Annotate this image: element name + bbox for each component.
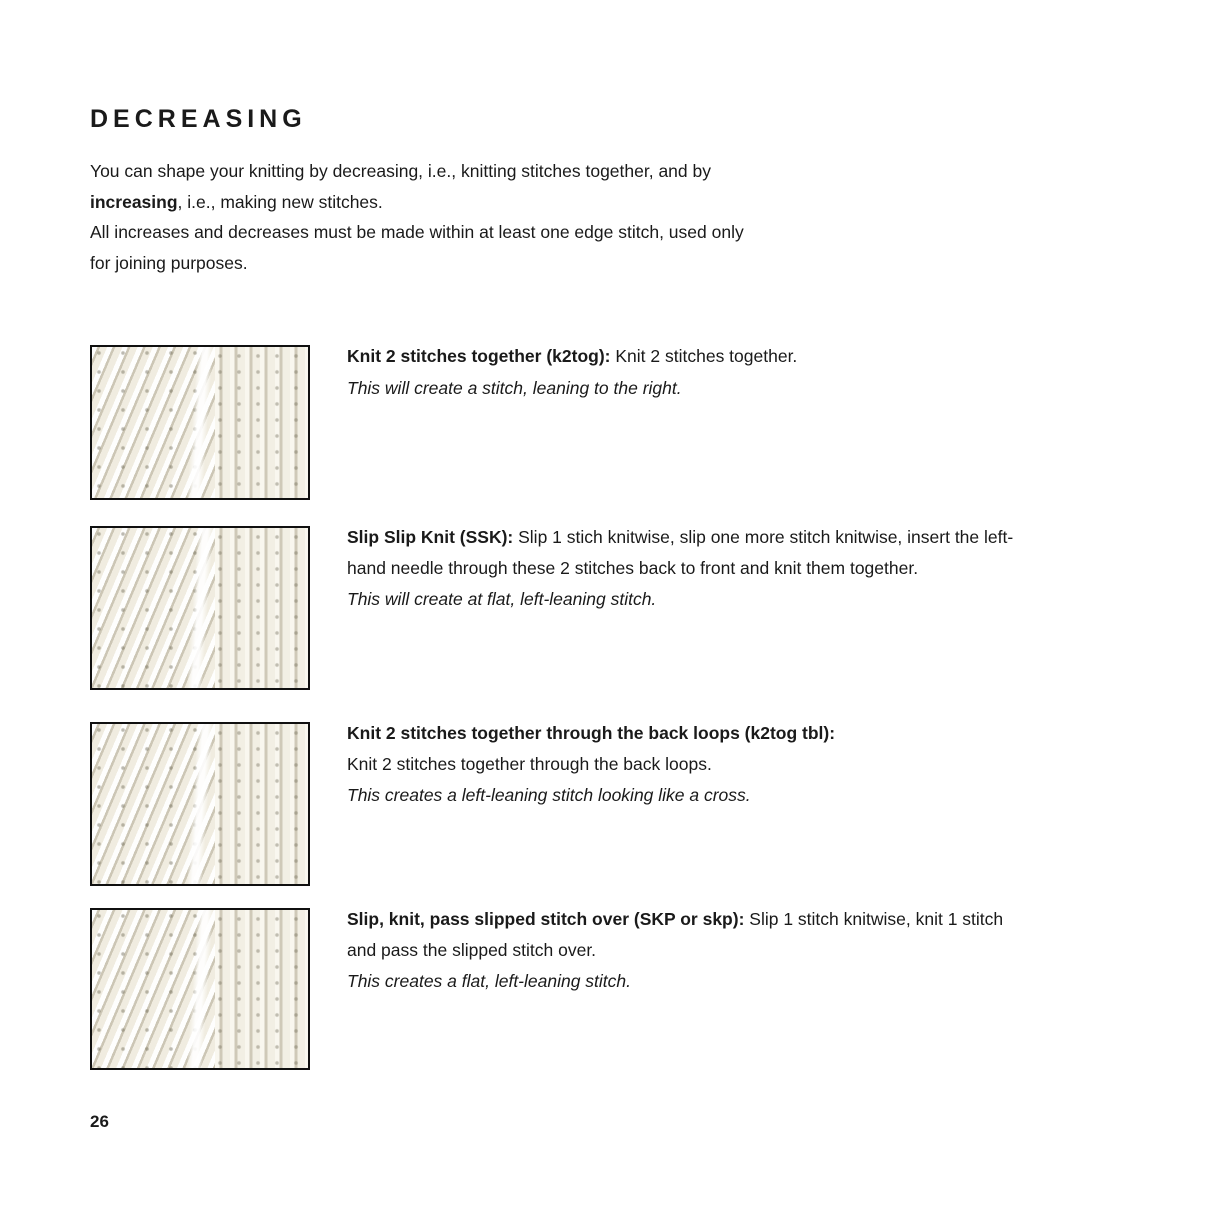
knit-swatch-image <box>90 722 310 886</box>
entry-description <box>347 904 1029 965</box>
entry-description <box>347 718 1029 779</box>
entry-text <box>347 522 1029 615</box>
intro-bold-increasing: increasing <box>90 191 178 212</box>
swatch-rib-texture <box>215 910 308 1068</box>
swatch-rib-texture <box>215 724 308 884</box>
swatch-rib-texture <box>215 347 308 498</box>
entry-description <box>347 522 1029 583</box>
entry-title: Slip Slip Knit (SSK): <box>347 527 514 547</box>
intro-line-1: You can shape your knitting by decreasing, i.e., knitting stitches together, and by <box>90 161 711 181</box>
page-number: 26 <box>90 1112 109 1131</box>
swatch-rib-texture <box>215 528 308 688</box>
intro-line-2-rest: , i.e., making new stitches. <box>177 191 383 212</box>
entry-note: This will create at flat, left-leaning stitch. <box>347 589 657 609</box>
intro-line-4: for joining purposes. <box>90 252 248 273</box>
intro-line-2 <box>90 187 870 218</box>
entry-description <box>347 341 1029 372</box>
entry-title: Slip, knit, pass slipped stitch over (SKP or skp): <box>347 909 745 929</box>
knit-swatch-image <box>90 345 310 500</box>
stitch-entry-skp <box>90 908 1029 1070</box>
entry-desc: Knit 2 stitches together through the back loops. <box>347 753 712 774</box>
page-title: DECREASING <box>90 104 307 133</box>
entry-note: This creates a left-leaning stitch looking like a cross. <box>347 785 751 805</box>
entry-desc: Slip 1 stitch knitwise, knit 1 stitch and pass the slipped stitch over. <box>347 909 1004 960</box>
stitch-entry-ssk <box>90 526 1029 690</box>
entry-title: Knit 2 stitches together (k2tog): <box>347 346 611 366</box>
entry-desc: Slip 1 stich knitwise, slip one more stitch knitwise, insert the left-hand needle through these 2 stitches back to front and knit them together. <box>347 527 1014 578</box>
entry-note: This creates a flat, left-leaning stitch. <box>347 971 632 991</box>
entry-text <box>347 718 1029 811</box>
entry-desc: Knit 2 stitches together. <box>615 346 798 366</box>
entry-text <box>347 904 1029 997</box>
intro-paragraph <box>90 156 870 278</box>
stitch-entry-k2tog <box>90 345 1029 500</box>
entry-note: This will create a stitch, leaning to the right. <box>347 377 682 398</box>
entry-title: Knit 2 stitches together through the back loops (k2tog tbl): <box>347 723 836 743</box>
knit-swatch-image <box>90 526 310 690</box>
entry-text <box>347 341 1029 403</box>
intro-line-3: All increases and decreases must be made within at least one edge stitch, used only <box>90 222 744 242</box>
knit-swatch-image <box>90 908 310 1070</box>
stitch-entry-k2tog-tbl <box>90 722 1029 886</box>
